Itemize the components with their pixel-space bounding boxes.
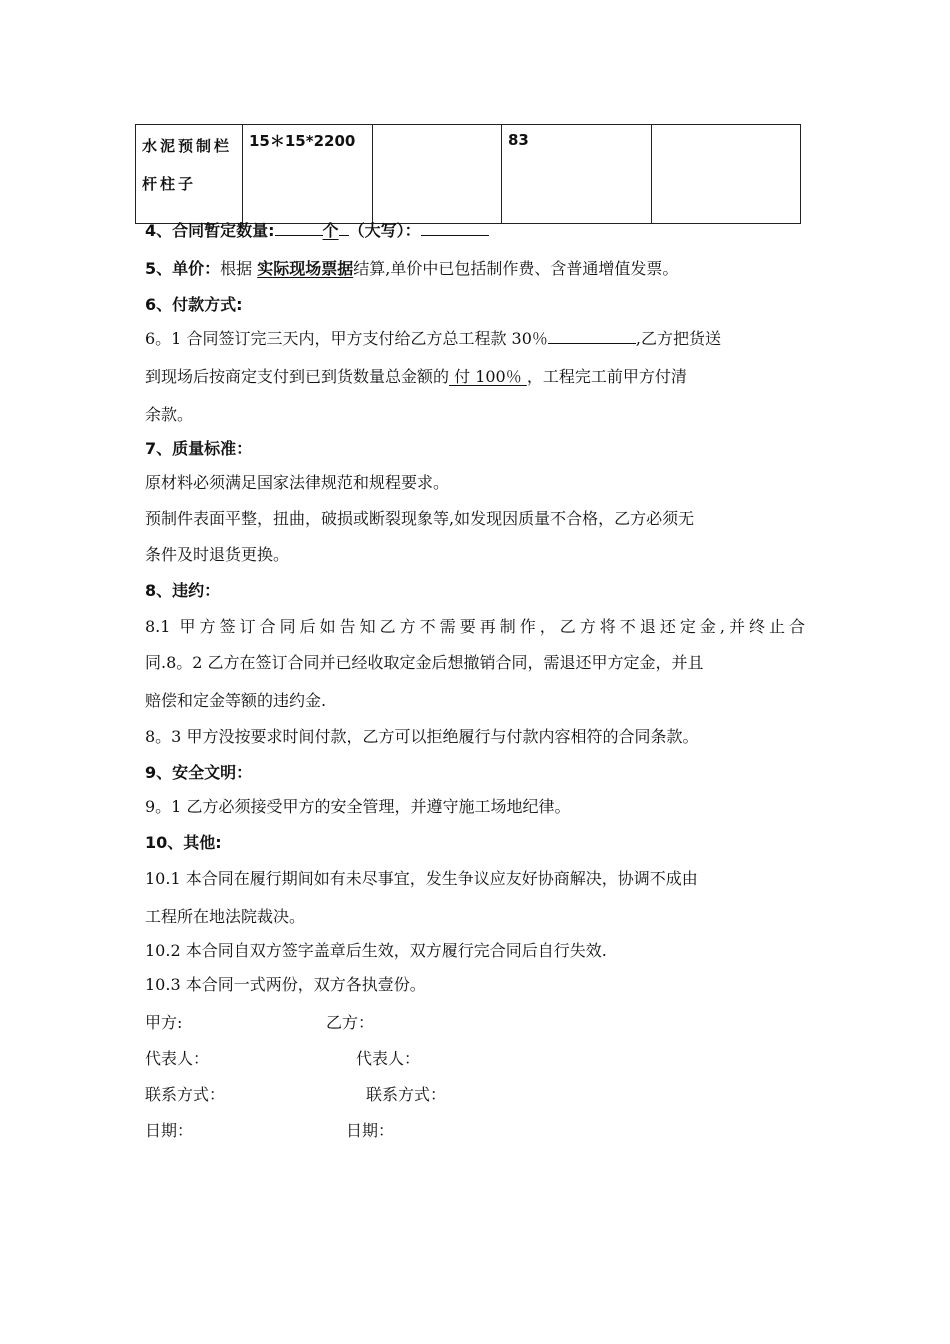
- quality-p1: 原材料必须满足国家法律规范和规程要求。: [145, 473, 450, 492]
- unit-price-line: [145, 256, 678, 279]
- payment-line-1: [145, 326, 721, 349]
- other-l4: 10.3 本合同一式两份，双方各执壹份。: [145, 975, 426, 994]
- payment-blank: [548, 327, 636, 344]
- quantity-blank-tail: [339, 219, 349, 236]
- contact-b-label: 联系方式：: [366, 1085, 447, 1104]
- quantity-blank: [275, 219, 323, 236]
- unit-price-label: 5、单价：: [145, 259, 221, 278]
- breach-l1: 8.1 甲方签订合同后如告知乙方不需要再制作，乙方将不退还定金,并终止合: [145, 617, 805, 636]
- payment-ratio: 付 100％: [449, 367, 527, 386]
- rep-a-label: 代表人：: [145, 1049, 210, 1068]
- item-name-cell: 水泥预制栏杆柱子: [136, 125, 243, 224]
- contact-a-label: 联系方式：: [145, 1085, 226, 1104]
- date-a-label: 日期：: [145, 1121, 194, 1140]
- other-title: 10、其他:: [145, 833, 222, 852]
- unit-price-pre: 根据: [220, 259, 258, 278]
- other-l2: 工程所在地法院裁决。: [145, 907, 306, 926]
- breach-l3: 赔偿和定金等额的违约金.: [145, 691, 327, 710]
- quantity-line: [145, 218, 489, 241]
- item-value-cell: 83: [502, 125, 652, 224]
- breach-title: 8、违约：: [145, 581, 221, 600]
- daxie-blank: [421, 219, 489, 236]
- payment-line-1-tail: ,乙方把货送: [635, 329, 721, 348]
- breach-l4: 8。3 甲方没按要求时间付款，乙方可以拒绝履行与付款内容相符的合同条款。: [145, 727, 699, 746]
- party-b-label: 乙方：: [326, 1013, 375, 1032]
- rep-b-label: 代表人：: [356, 1049, 421, 1068]
- empty-cell: [652, 125, 801, 224]
- quality-p2b: 条件及时退货更换。: [145, 545, 290, 564]
- quality-title: 7、质量标准：: [145, 439, 253, 458]
- breach-l2: 同.8。2 乙方在签订合同并已经收取定金后想撤销合同，需退还甲方定金，并且: [145, 653, 704, 672]
- quantity-unit: 个: [322, 221, 339, 240]
- quantity-label: 4、合同暂定数量:: [145, 221, 275, 240]
- daxie-label: （大写）：: [348, 221, 421, 240]
- table-row: [136, 125, 801, 224]
- party-a-label: 甲方:: [145, 1013, 183, 1032]
- safety-title: 9、安全文明：: [145, 763, 253, 782]
- payment-line-2: [145, 364, 687, 387]
- item-spec-cell: 15＊15*2200: [243, 125, 373, 224]
- payment-line-2-tail: ，工程完工前甲方付清: [526, 367, 687, 386]
- payment-line-1-text: 6。1 合同签订完三天内，甲方支付给乙方总工程款 30％: [145, 329, 548, 348]
- other-l1: 10.1 本合同在履行期间如有未尽事宜，发生争议应友好协商解决，协调不成由: [145, 869, 698, 888]
- payment-title: 6、付款方式:: [145, 295, 243, 314]
- unit-price-rest: 结算,单价中已包括制作费、含普通增值发票。: [353, 259, 679, 278]
- spec-table: [135, 124, 801, 224]
- empty-cell: [373, 125, 502, 224]
- payment-line-3: 余款。: [145, 405, 194, 424]
- quality-p2a: 预制件表面平整，扭曲，破损或断裂现象等,如发现因质量不合格，乙方必须无: [145, 509, 695, 528]
- unit-price-basis: 实际现场票据: [257, 259, 354, 278]
- safety-l1: 9。1 乙方必须接受甲方的安全管理，并遵守施工场地纪律。: [145, 797, 571, 816]
- payment-line-2-text: 到现场后按商定支付到已到货数量总金额的: [145, 367, 450, 386]
- other-l3: 10.2 本合同自双方签字盖章后生效，双方履行完合同后自行失效.: [145, 941, 607, 960]
- date-b-label: 日期：: [346, 1121, 395, 1140]
